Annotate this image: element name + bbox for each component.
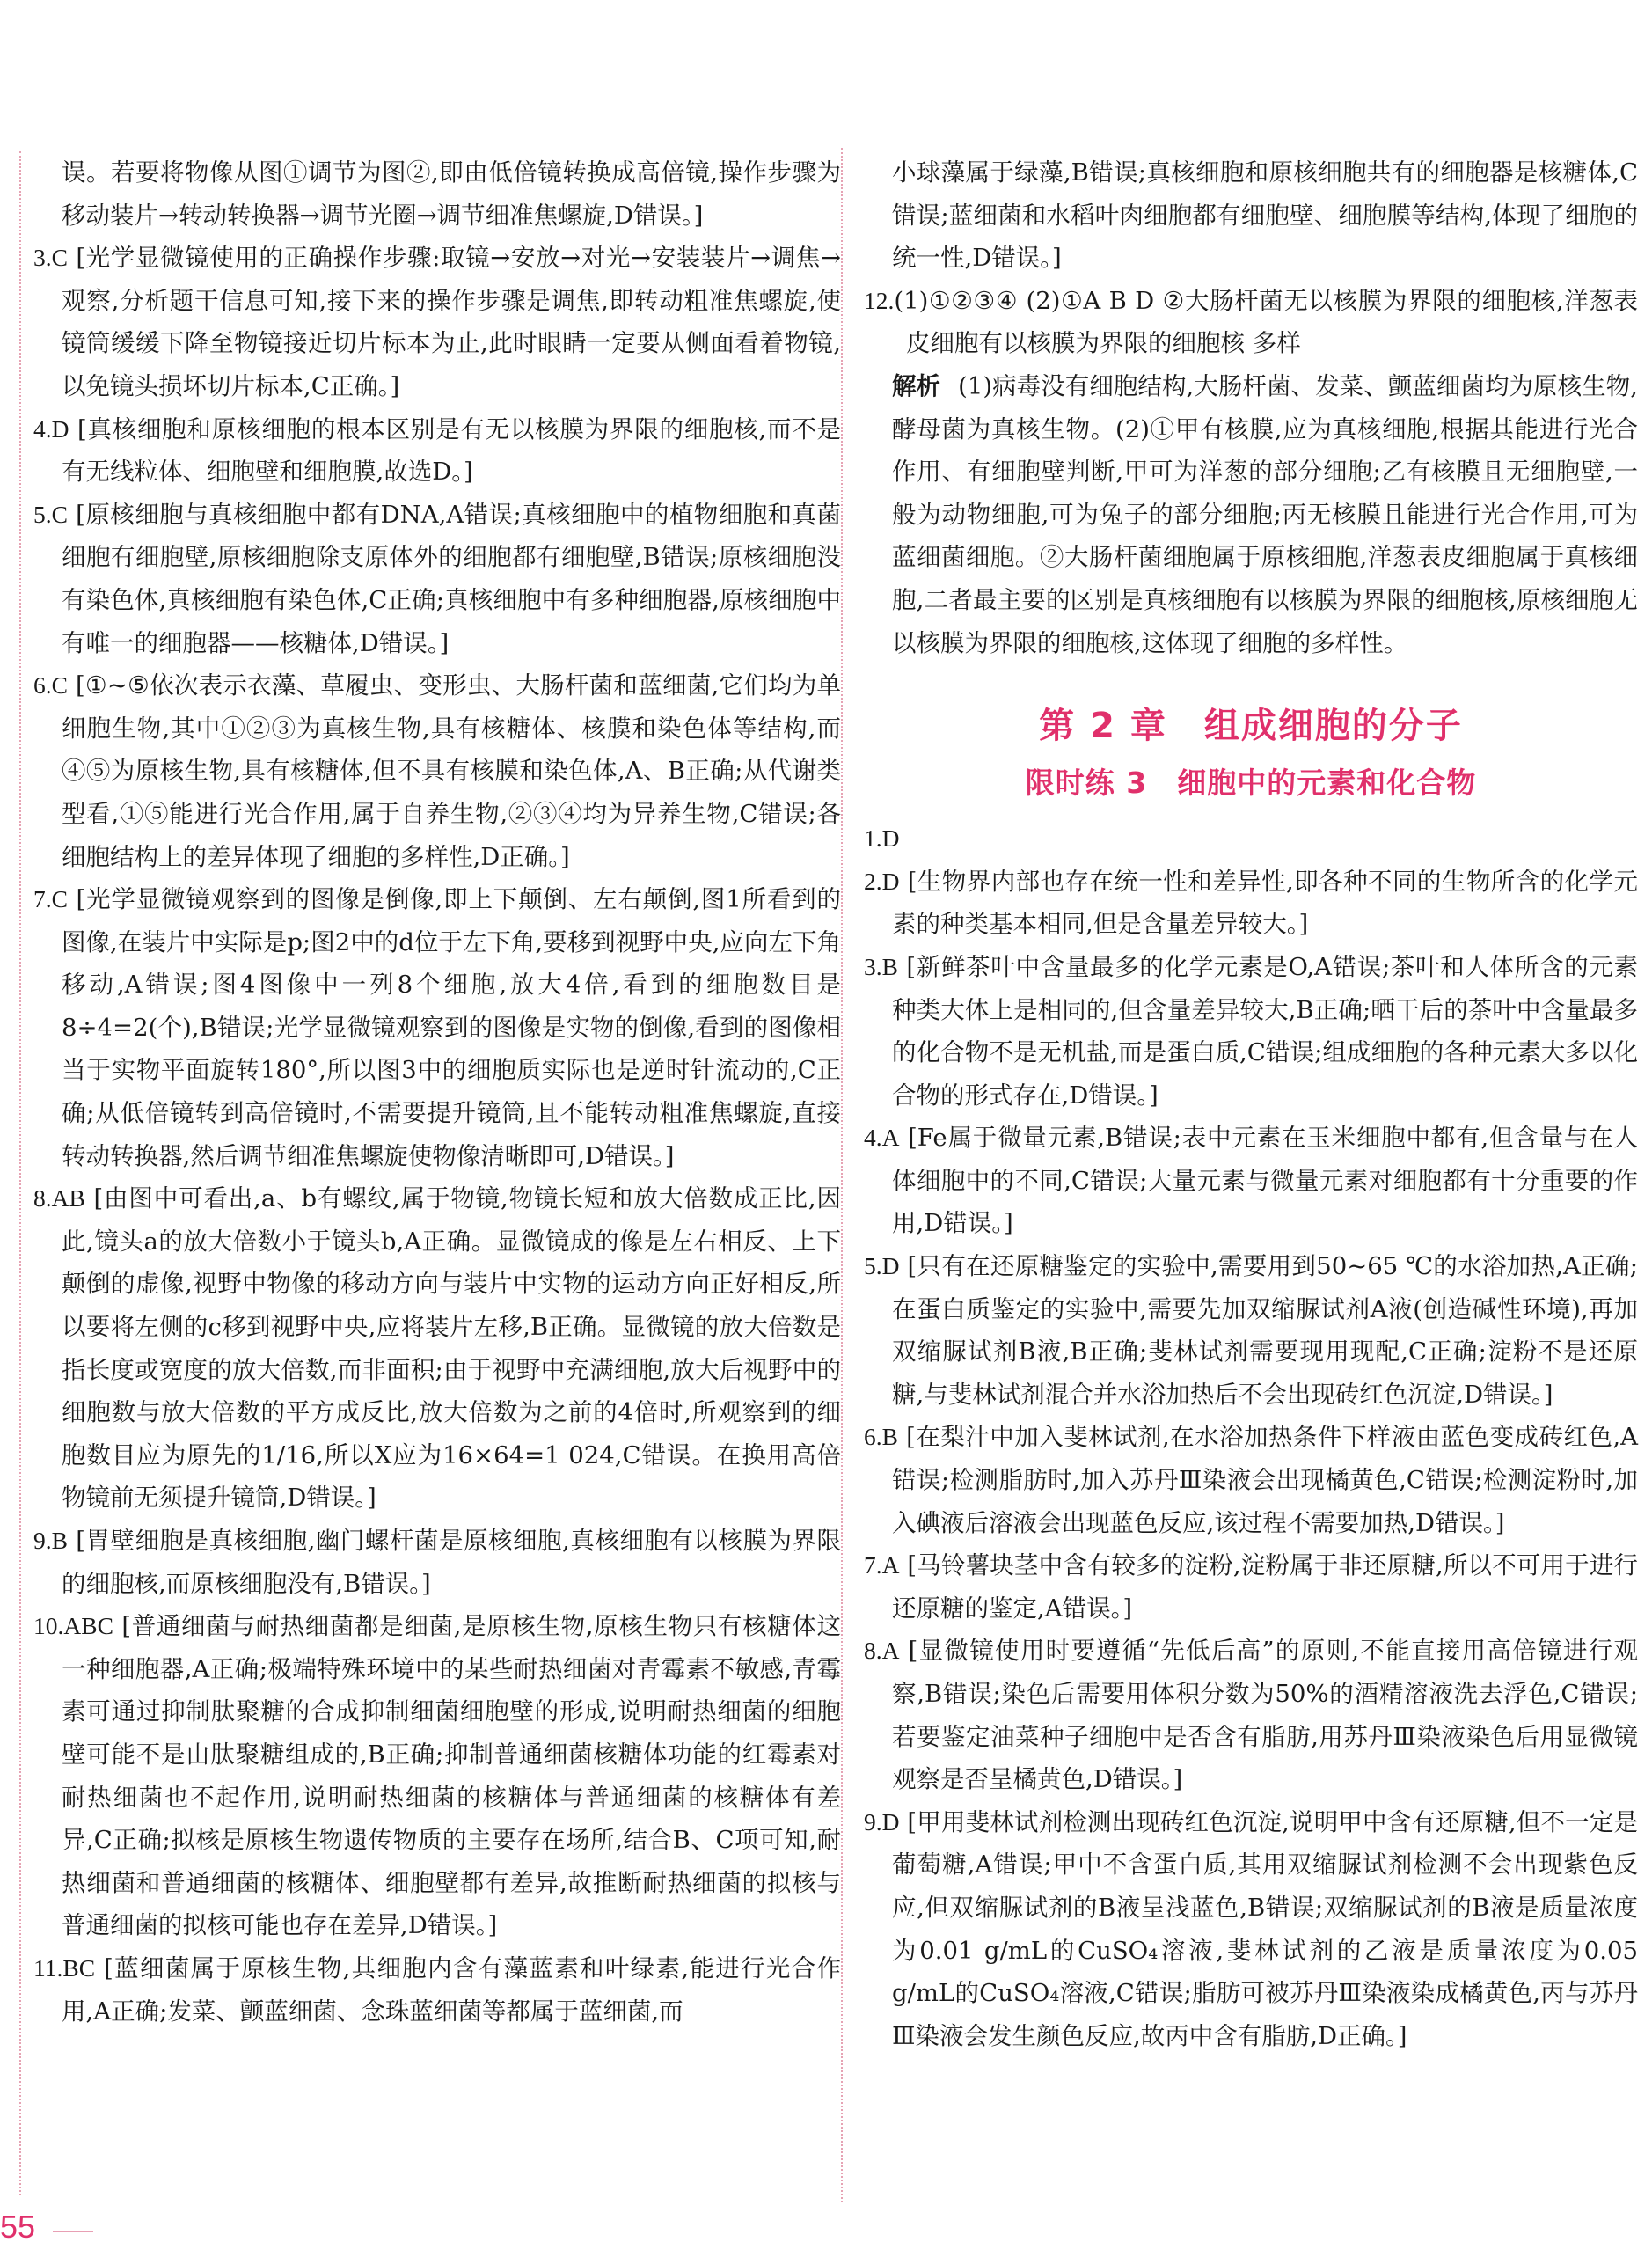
page-number-dash [53,2231,93,2232]
answer-12: 12.(1)①②③④ (2)①A B D ②大肠杆菌无以核膜为界限的细胞核,洋葱表皮细胞有以核膜为界限的细胞核 多样 [864,286,1638,358]
answer-8: 8.AB [由图中可看出,a、b有螺纹,属于物镜,物镜长短和放大倍数成正比,因此,镜头a的放大倍数小于镜头b,A正确。显微镜成的像是左右相反、上下颠倒的虚像,视野中物像的移动方向与装片中实物的运动方向正好相反,所以要将左侧的c移到视野中央,应将装片左移,B正确。显微镜的放大倍数是指长度或宽度的放大倍数,而非面积;由于视野中充满细胞,放大后视野中的细胞数与放大倍数的平方成反比,放大倍数为之前的4倍时,所观察到的细胞数目应为原先的1/16,所以X应为16×64=1 024,C错误。在换用高倍物镜前无须提升镜筒,D错误。] [33,1184,841,1513]
explanation-label: 解析 [892,371,941,400]
answer-r1: 1.D [864,824,900,853]
answer-11-continuation: 小球藻属于绿藻,B错误;真核细胞和原核细胞共有的细胞器是核糖体,C错误;蓝细菌和水稻叶肉细胞都有细胞壁、细胞膜等结构,体现了细胞的统一性,D错误。] [892,158,1638,273]
answer-r7: 7.A [马铃薯块茎中含有较多的淀粉,淀粉属于非还原糖,所以不可用于进行还原糖的鉴定,A错误。] [864,1551,1638,1623]
answer-12-explanation: 解析 (1)病毒没有细胞结构,大肠杆菌、发菜、颤蓝细菌均为原核生物,酵母菌为真核生物。(2)①甲有核膜,应为真核细胞,根据其能进行光合作用、有细胞壁判断,甲可为洋葱的部分细胞;乙有核膜且无细胞壁,一般为动物细胞,可为兔子的部分细胞;丙无核膜且能进行光合作用,可为蓝细菌细胞。②大肠杆菌细胞属于原核细胞,洋葱表皮细胞属于真核细胞,二者最主要的区别是真核细胞有以核膜为界限的细胞核,原核细胞无以核膜为界限的细胞核,这体现了细胞的多样性。 [892,371,1639,657]
answer-r5: 5.D [只有在还原糖鉴定的实验中,需要用到50~65 ℃的水浴加热,A正确;在蛋白质鉴定的实验中,需要先加双缩脲试剂A液(创造碱性环境),再加双缩脲试剂B液,B正确;斐林试剂需要现用现配,C正确;淀粉不是还原糖,与斐林试剂混合并水浴加热后不会出现砖红色沉淀,D错误。] [864,1252,1638,1409]
answer-11: 11.BC [蓝细菌属于原核生物,其细胞内含有藻蓝素和叶绿素,能进行光合作用,A正确;发菜、颤蓝细菌、念珠蓝细菌等都属于蓝细菌,而 [33,1953,841,2026]
answer-3: 3.C [光学显微镜使用的正确操作步骤:取镜→安放→对光→安装装片→调焦→观察,分析题干信息可知,接下来的操作步骤是调焦,即转动粗准焦螺旋,使镜筒缓缓下降至物镜接近切片标本为止,此时眼睛一定要从侧面看着物镜,以免镜头损坏切片标本,C正确。] [33,244,841,400]
answer-5: 5.C [原核细胞与真核细胞中都有DNA,A错误;真核细胞中的植物细胞和真菌细胞有细胞壁,原核细胞除支原体外的细胞都有细胞壁,B错误;原核细胞没有染色体,真核细胞有染色体,C正确;真核细胞中有多种细胞器,原核细胞中有唯一的细胞器——核糖体,D错误。] [33,500,841,657]
answer-9: 9.B [胃壁细胞是真核细胞,幽门螺杆菌是原核细胞,真核细胞有以核膜为界限的细胞核,而原核细胞没有,B错误。] [33,1527,841,1598]
left-column [19,151,841,2195]
answer-6: 6.C [①~⑤依次表示衣藻、草履虫、变形虫、大肠杆菌和蓝细菌,它们均为单细胞生物,其中①②③为真核生物,具有核糖体、核膜和染色体等结构,而④⑤为原核生物,具有核糖体,但不具有核膜和染色体,A、B正确;从代谢类型看,①⑤能进行光合作用,属于自养生物,②③④均为异养生物,C错误;各细胞结构上的差异体现了细胞的多样性,D正确。] [33,671,841,871]
answer-r6: 6.B [在梨汁中加入斐林试剂,在水浴加热条件下样液由蓝色变成砖红色,A错误;检测脂肪时,加入苏丹Ⅲ染液会出现橘黄色,C错误;检测淀粉时,加入碘液后溶液会出现蓝色反应,该过程不需要加热,D错误。] [864,1423,1638,1537]
column-divider [841,148,843,2202]
answer-continuation: 误。若要将物像从图①调节为图②,即由低倍镜转换成高倍镜,操作步骤为移动装片→转动转换器→调节光圈→调节细准焦螺旋,D错误。] [62,158,841,230]
answer-r3: 3.B [新鲜茶叶中含量最多的化学元素是O,A错误;茶叶和人体所含的元素种类大体上是相同的,但含量差异较大,B正确;晒干后的茶叶中含量最多的化合物不是无机盐,而是蛋白质,C错误;组成细胞的各种元素大多以化合物的形式存在,D错误。] [864,952,1638,1110]
answer-r8: 8.A [显微镜使用时要遵循“先低后高”的原则,不能直接用高倍镜进行观察,B错误;染色后需要用体积分数为50%的酒精溶液洗去浮色,C错误;若要鉴定油菜种子细胞中是否含有脂肪,用苏丹Ⅲ染液染色后用显微镜观察是否呈橘黄色,D错误。] [864,1637,1638,1794]
answer-r2: 2.D [生物界内部也存在统一性和差异性,即各种不同的生物所含的化学元素的种类基本相同,但是含量差异较大。] [864,867,1638,939]
page-number: 55 [0,2209,36,2245]
answer-10: 10.ABC [普通细菌与耐热细菌都是细菌,是原核生物,原核生物只有核糖体这一种细胞器,A正确;极端特殊环境中的某些耐热细菌对青霉素不敏感,青霉素可通过抑制肽聚糖的合成抑制细菌细胞壁的形成,说明耐热细菌的细胞壁可能不是由肽聚糖组成的,B正确;抑制普通细菌核糖体功能的红霉素对耐热细菌也不起作用,说明耐热细菌的核糖体与普通细菌的核糖体有差异,C正确;拟核是原核生物遗传物质的主要存在场所,结合B、C项可知,耐热细菌和普通细菌的核糖体、细胞壁都有差异,故推断耐热细菌的拟核与普通细菌的拟核可能也存在差异,D错误。] [33,1612,841,1940]
answer-4: 4.D [真核细胞和原核细胞的根本区别是有无以核膜为界限的细胞核,而不是有无线粒体、细胞壁和细胞膜,故选D。] [33,414,842,487]
section-title: 限时练 3 细胞中的元素和化合物 [1025,766,1477,801]
answer-r4: 4.A [Fe属于微量元素,B错误;表中元素在玉米细胞中都有,但含量与在人体细胞中的不同,C错误;大量元素与微量元素对细胞都有十分重要的作用,D错误。] [864,1124,1638,1238]
chapter-title: 第 2 章 组成细胞的分子 [1039,706,1463,747]
answer-7: 7.C [光学显微镜观察到的图像是倒像,即上下颠倒、左右颠倒,图1所看到的图像,在装片中实际是p;图2中的d位于左下角,要移到视野中央,应向左下角移动,A错误;图4图像中一列8个细胞,放大4倍,看到的细胞数目是8÷4=2(个),B错误;光学显微镜观察到的图像是实物的倒像,看到的图像相当于实物平面旋转180°,所以图3中的细胞质实际也是逆时针流动的,C正确;从低倍镜转到高倍镜时,不需要提升镜筒,且不能转动粗准焦螺旋,直接转动转换器,然后调节细准焦螺旋使物像清晰即可,D错误。] [33,885,841,1170]
right-column [864,151,1638,2195]
answer-r9: 9.D [甲用斐林试剂检测出现砖红色沉淀,说明甲中含有还原糖,但不一定是葡萄糖,A错误;甲中不含蛋白质,其用双缩脲试剂检测不会出现紫色反应,但双缩脲试剂的B液呈浅蓝色,B错误;双缩脲试剂的B液是质量浓度为0.01 g/mL的CuSO₄溶液,斐林试剂的乙液是质量浓度为0.05 g/mL的CuSO₄溶液,C错误;脂肪可被苏丹Ⅲ染液染成橘黄色,丙与苏丹Ⅲ染液会发生颜色反应,故丙中含有脂肪,D正确。] [864,1807,1638,2050]
